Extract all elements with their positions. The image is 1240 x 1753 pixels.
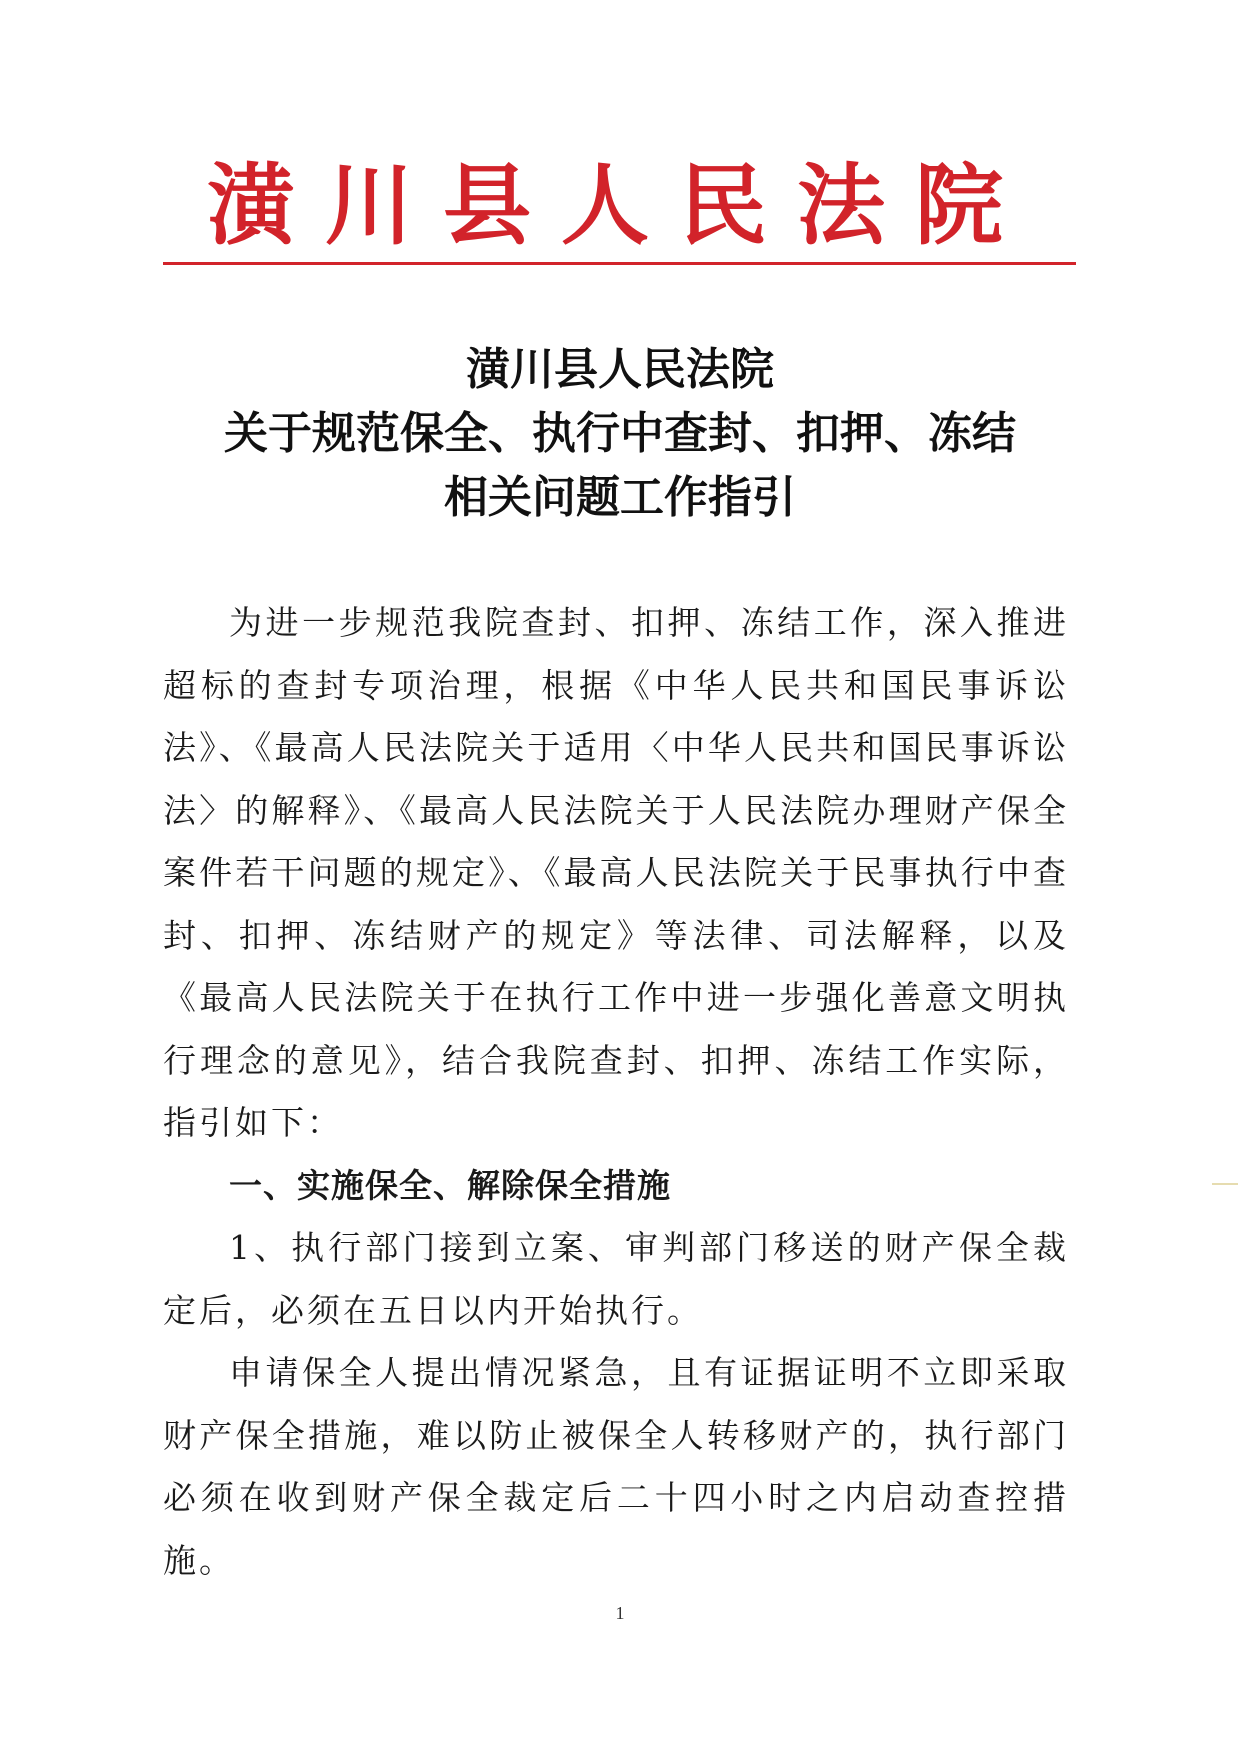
clause-paragraph-1: 1、执行部门接到立案、审判部门移送的财产保全裁定后，必须在五日以内开始执行。 xyxy=(163,1228,1069,1330)
document-title-line-3: 相关问题工作指引 xyxy=(444,472,796,523)
scan-edge-mark xyxy=(1212,1183,1238,1185)
court-masthead: 潢川县人民法院 xyxy=(206,153,1033,257)
intro-paragraph: 为进一步规范我院查封、扣押、冻结工作，深入推进超标的查封专项治理，根据《中华人民共和国民事诉讼法》、《最高人民法院关于适用〈中华人民共和国民事诉讼法〉的解释》、《最高人民法院关于人民法院办理财产保全案件若干问题的规定》、《最高人民法院关于民事执行中查封、扣押、冻结财产的规定》等法律、司法解释，以及《最高人民法院关于在执行工作中进一步强化善意文明执行理念的意见》，结合我院查封、扣押、冻结工作实际，指引如下： xyxy=(163,603,1069,1142)
document-title-line-1: 潢川县人民法院 xyxy=(466,344,774,395)
document-body xyxy=(163,592,1069,1592)
clause-paragraph-2: 申请保全人提出情况紧急，且有证据证明不立即采取财产保全措施，难以防止被保全人转移财产的，执行部门必须在收到财产保全裁定后二十四小时之内启动查控措施。 xyxy=(163,1353,1069,1580)
page-number: 1 xyxy=(615,1603,625,1623)
document-title-line-2: 关于规范保全、执行中查封、扣押、冻结 xyxy=(224,408,1016,459)
section-heading-1: 一、实施保全、解除保全措施 xyxy=(229,1165,671,1205)
document-title xyxy=(140,338,1100,530)
masthead-red-rule xyxy=(163,262,1076,265)
